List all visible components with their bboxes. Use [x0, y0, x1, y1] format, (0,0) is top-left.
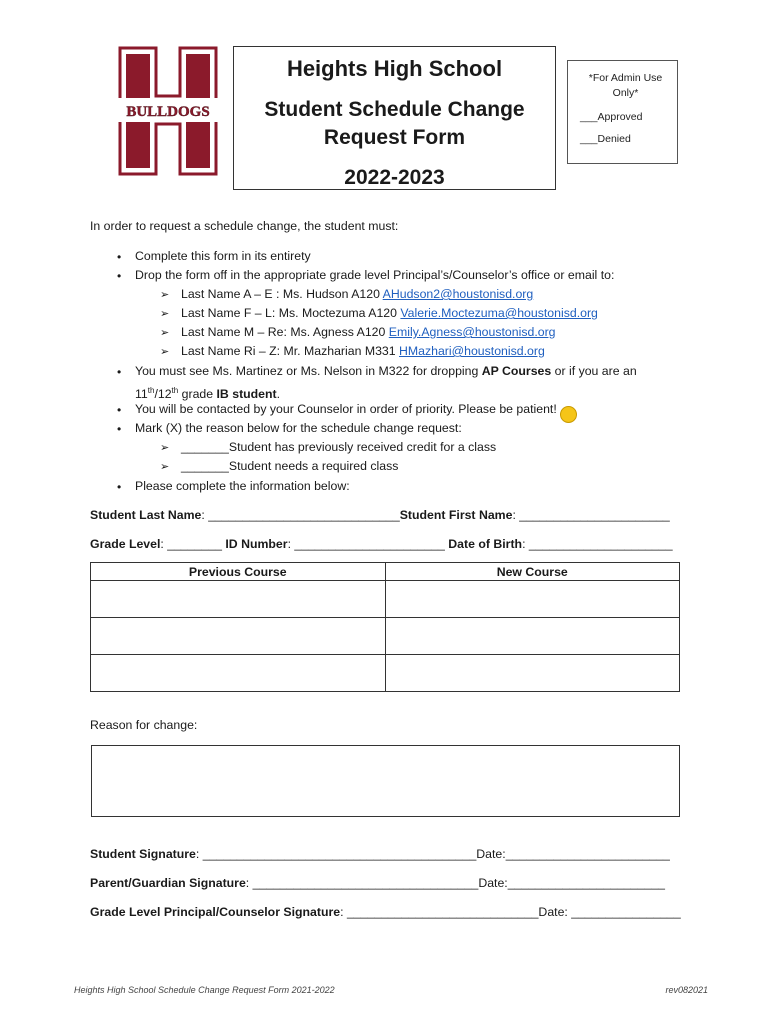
smiley-icon [560, 406, 577, 423]
parent-signature-label: Parent/Guardian Signature [90, 876, 246, 890]
admin-use-box [567, 60, 678, 164]
school-logo [118, 46, 218, 176]
bullet-contacted: You will be contacted by your Counselor in order of priority. Please be patient! [135, 400, 577, 423]
contact-email-link[interactable]: AHudson2@houstonisd.org [382, 287, 534, 301]
grade-level-field[interactable]: : ________ [160, 537, 226, 551]
previous-course-header: Previous Course [91, 563, 386, 581]
admin-approved: ___Approved [580, 111, 643, 123]
dob-field[interactable]: : _____________________ [522, 537, 673, 551]
course-table [90, 562, 680, 692]
new-course-cell[interactable] [385, 618, 680, 655]
previous-course-cell[interactable] [91, 581, 386, 618]
parent-signature-line [90, 876, 665, 890]
table-row [91, 618, 680, 655]
reason-option[interactable]: _______Student needs a required class [181, 459, 399, 473]
reason-option[interactable]: _______Student has previously received credit for a class [181, 440, 497, 454]
student-signature-label: Student Signature [90, 847, 196, 861]
bullet-mark-reason: Mark (X) the reason below for the schedule change request: [135, 421, 462, 435]
arrow-bullet-icon: ➢ [160, 308, 170, 320]
grade-level-label: Grade Level [90, 537, 161, 551]
contact-line [181, 323, 556, 342]
table-row [91, 581, 680, 618]
arrow-bullet-icon: ➢ [160, 442, 170, 454]
bullet-dot: • [117, 422, 122, 436]
contact-email-link[interactable]: Valerie.Moctezuma@houstonisd.org [400, 306, 598, 320]
principal-signature-line [90, 905, 681, 919]
student-signature-line [90, 847, 670, 861]
last-name-field[interactable]: : ____________________________ [201, 508, 400, 522]
student-name-fields [90, 508, 670, 522]
reason-textbox[interactable] [91, 745, 680, 817]
intro-text: In order to request a schedule change, the student must: [90, 219, 399, 233]
principal-signature-field[interactable]: : ____________________________Date: ________________ [340, 905, 681, 919]
bullet-ap-ib: You must see Ms. Martinez or Ms. Nelson in M322 for dropping AP Courses or if you are an 11th/12th grade IB student. [135, 364, 637, 402]
first-name-label: Student First Name [399, 508, 513, 522]
bullet-complete-info: Please complete the information below: [135, 479, 350, 493]
contact-line [181, 304, 598, 323]
id-number-label: ID Number [225, 537, 288, 551]
logo-text: BULLDOGS [126, 104, 210, 120]
table-row [91, 655, 680, 692]
footer-left: Heights High School Schedule Change Request Form 2021-2022 [74, 985, 335, 995]
first-name-field[interactable]: : ______________________ [512, 508, 670, 522]
new-course-cell[interactable] [385, 655, 680, 692]
footer-right: rev082021 [665, 985, 708, 995]
bullet-dot: • [117, 269, 122, 283]
bullet-dot: • [117, 365, 122, 379]
arrow-bullet-icon: ➢ [160, 289, 170, 301]
previous-course-cell[interactable] [91, 618, 386, 655]
contact-label: Last Name M – Re: Ms. Agness A120 [181, 325, 389, 339]
contact-label: Last Name A – E : Ms. Hudson A120 [181, 287, 383, 301]
contact-line [181, 285, 533, 304]
dob-label: Date of Birth [448, 537, 523, 551]
new-course-header: New Course [385, 563, 680, 581]
title-box [233, 46, 556, 190]
school-year: 2022-2023 [344, 166, 445, 189]
principal-signature-label: Grade Level Principal/Counselor Signature [90, 905, 341, 919]
admin-title: *For Admin Use Only* [588, 72, 663, 99]
bullet-dot: • [117, 403, 122, 417]
contact-label: Last Name F – L: Ms. Moctezuma A120 [181, 306, 401, 320]
table-header-row [91, 563, 680, 581]
parent-signature-field[interactable]: : _________________________________Date:_______________________ [245, 876, 666, 890]
arrow-bullet-icon: ➢ [160, 461, 170, 473]
last-name-label: Student Last Name [90, 508, 202, 522]
previous-course-cell[interactable] [91, 655, 386, 692]
reason-label: Reason for change: [90, 718, 198, 732]
bullet-drop-form: Drop the form off in the appropriate grade level Principal’s/Counselor’s office or email to: [135, 268, 615, 282]
student-info-fields [90, 537, 673, 551]
admin-denied: ___Denied [580, 133, 631, 145]
form-title: Student Schedule Change Request Form [264, 98, 525, 149]
school-name: Heights High School [286, 56, 503, 81]
id-number-field[interactable]: : ______________________ [287, 537, 449, 551]
arrow-bullet-icon: ➢ [160, 346, 170, 358]
arrow-bullet-icon: ➢ [160, 327, 170, 339]
contact-label: Last Name Ri – Z: Mr. Mazharian M331 [181, 344, 400, 358]
contact-email-link[interactable]: Emily.Agness@houstonisd.org [388, 325, 556, 339]
contact-email-link[interactable]: HMazhari@houstonisd.org [399, 344, 545, 358]
bullet-dot: • [117, 250, 122, 264]
bullet-complete-form: Complete this form in its entirety [135, 249, 311, 263]
student-signature-field[interactable]: : ________________________________________Date:________________________ [195, 847, 670, 861]
new-course-cell[interactable] [385, 581, 680, 618]
contact-line [181, 342, 545, 361]
bullet-dot: • [117, 480, 122, 494]
